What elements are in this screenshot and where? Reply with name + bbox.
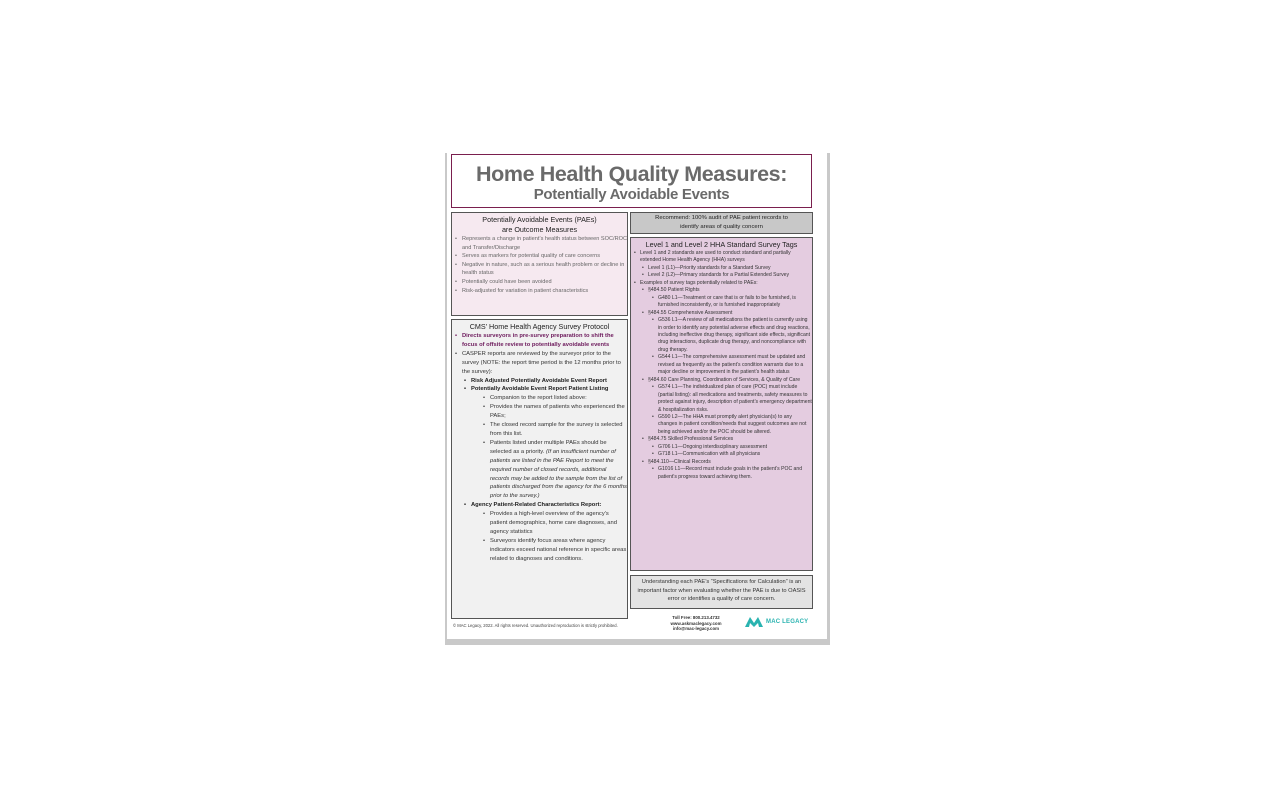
pae-heading-2: are Outcome Measures: [501, 225, 578, 234]
logo-text: MAC LEGACY: [766, 619, 809, 625]
report-item: • Risk Adjusted Potentially Avoidable Event Report: [464, 377, 627, 386]
list-item: • Level 1 (L1)—Priority standards for a Standard Survey: [642, 265, 812, 272]
tag-item: • G574 L1—The individualized plan of care (POC) must include (partial listing): all medications and treatments, safety measures to protect against injury, description of patient’s emergency department & hospitalization risks.: [652, 384, 812, 414]
section-title: §484.110—Clinical Records: [648, 458, 711, 465]
cms-list: [452, 332, 627, 564]
list-item: • Potentially could have been avoided: [455, 278, 627, 287]
contact-info: [663, 615, 729, 632]
list-item: [634, 250, 812, 280]
section-item: [642, 287, 812, 309]
recommend-line-2: identify areas of quality concern: [680, 224, 763, 230]
pae-list: [452, 235, 627, 295]
title-box: [451, 154, 812, 208]
list-item: [483, 439, 627, 501]
section-item: [642, 436, 812, 458]
tag-list: [652, 317, 812, 377]
recommend-line-1: Recommend: 100% audit of PAE patient records to: [655, 215, 788, 221]
list-item: • Provides a high-level overview of the agency’s patient demographics, home care diagnoses, and agency statistics: [483, 510, 627, 537]
tag-item: • G480 L1—Treatment or care that is or fails to be furnished, is furnished inconsistently, or is furnished inappropriately: [652, 295, 812, 310]
section-item: [642, 377, 812, 437]
tags-examples: Examples of survey tags potentially related to PAEs:: [640, 279, 758, 286]
phone: Toll Free: 800.213.4732: [672, 615, 720, 620]
tag-list: [652, 444, 812, 459]
page-subtitle: Potentially Avoidable Events: [533, 186, 730, 203]
report-title: Potentially Avoidable Event Report Patient Listing: [471, 386, 609, 393]
list-item: • Provides the names of patients who experienced the PAEs;: [483, 403, 627, 421]
sections-list: [642, 287, 812, 481]
section-item: [642, 310, 812, 377]
list-item: • Represents a change in patient’s health status between SOC/ROC and Transfer/Discharge: [455, 235, 627, 252]
tag-list: [652, 384, 812, 436]
pae-box: [451, 212, 628, 316]
tag-item: • G590 L2—The HHA must promptly alert physician(s) to any changes in patient condition/needs that suggest outcomes are not being achieved and/or the POC should be altered.: [652, 414, 812, 436]
tags-intro: Level 1 and 2 standards are used to conduct standard and partially extended Home Health Agency (HHA) surveys: [640, 250, 791, 264]
logo-mark-icon: [745, 617, 763, 627]
tag-item: • G706 L1—Ongoing interdisciplinary assessment: [652, 444, 812, 451]
list-item: • Directs surveyors in pre-survey preparation to shift the focus of offsite review to potentially avoidable events: [455, 332, 627, 350]
list-item: • Level 2 (L2)—Primary standards for a Partial Extended Survey: [642, 272, 812, 279]
tags-list: [631, 250, 812, 481]
understanding-box: [630, 575, 813, 609]
tag-item: • G544 L1—The comprehensive assessment must be updated and revised as frequently as the patient’s condition warrants due to a major decline or improvement in the patient’s health status: [652, 354, 812, 376]
copyright: © MAC Legacy, 2022. All rights reserved. Unauthorized reproduction is strictly prohibited.: [453, 623, 618, 628]
understanding-text: Understanding each PAE’s “Specifications for Calculation” is an important factor when evaluating whether the PAE is due to OASIS error or identifies a quality of care concern.: [637, 579, 806, 603]
tag-item: • G1016 L1—Record must include goals in the patient’s POC and patient’s progress toward achieving them.: [652, 466, 812, 481]
survey-tags-box: [630, 237, 813, 571]
section-title: §484.50 Patient Rights: [648, 287, 700, 294]
page-title: Home Health Quality Measures:: [476, 162, 787, 186]
email-link[interactable]: info@mac-legacy.com: [672, 626, 720, 632]
cms-heading: CMS’ Home Health Agency Survey Protocol: [469, 322, 610, 331]
section-title: §484.55 Comprehensive Assessment: [648, 309, 733, 316]
casper-text: CASPER reports are reviewed by the surveyor prior to the survey (NOTE: the report time period is the 12 months prior to the survey):: [462, 350, 621, 375]
document-page: [447, 151, 827, 639]
website-link[interactable]: www.askmaclegacy.com: [670, 620, 722, 626]
levels-list: [642, 265, 812, 280]
priority-text: Patients listed under multiple PAEs should be selected as a priority.: [490, 439, 607, 455]
cms-box: [451, 319, 628, 619]
mac-legacy-logo: [745, 617, 808, 627]
tag-list: [652, 466, 812, 481]
priority-note: (If an insufficient number of patients are listed in the PAE Report to meet the required number of closed records, additional records may be added to the sample from the list of patients discharged from the agency for the 6 months prior to the survey.): [490, 448, 627, 500]
tag-item: • G718 L1—Communication with all physicians: [652, 451, 812, 458]
section-title: §484.75 Skilled Professional Services: [648, 436, 734, 443]
list-item: • Risk-adjusted for variation in patient characteristics: [455, 287, 627, 296]
report-sublist: [483, 394, 627, 501]
recommend-box: [630, 212, 813, 234]
tag-item: • G536 L1—A review of all medications the patient is currently using in order to identify any potential adverse effects and drug reactions, including ineffective drug therapy, significant side effects, significant drug interactions, duplicate drug therapy, and noncompliance with drug therapy.: [652, 317, 812, 354]
list-item: • The closed record sample for the survey is selected from this list.: [483, 421, 627, 439]
list-item: [634, 280, 812, 481]
list-item: • Negative in nature, such as a serious health problem or decline in health status: [455, 261, 627, 278]
section-item: [642, 459, 812, 481]
list-item: • Companion to the report listed above:: [483, 394, 627, 403]
list-item: • Serves as markers for potential quality of care concerns: [455, 252, 627, 261]
pae-heading-1: Potentially Avoidable Events (PAEs): [482, 215, 597, 224]
report-item: [464, 501, 627, 563]
report-title: Agency Patient-Related Characteristics Report:: [471, 502, 602, 509]
section-title: §484.60 Care Planning, Coordination of Services, & Quality of Care: [648, 376, 801, 383]
tags-heading: Level 1 and Level 2 HHA Standard Survey Tags: [645, 240, 798, 249]
report-sublist: [483, 510, 627, 563]
tag-list: [652, 295, 812, 310]
report-list: [464, 377, 627, 564]
list-item: • Surveyors identify focus areas where agency indicators exceed national reference in specific areas related to diagnoses and conditions.: [483, 537, 627, 564]
list-item: [455, 350, 627, 564]
report-item: [464, 385, 627, 501]
